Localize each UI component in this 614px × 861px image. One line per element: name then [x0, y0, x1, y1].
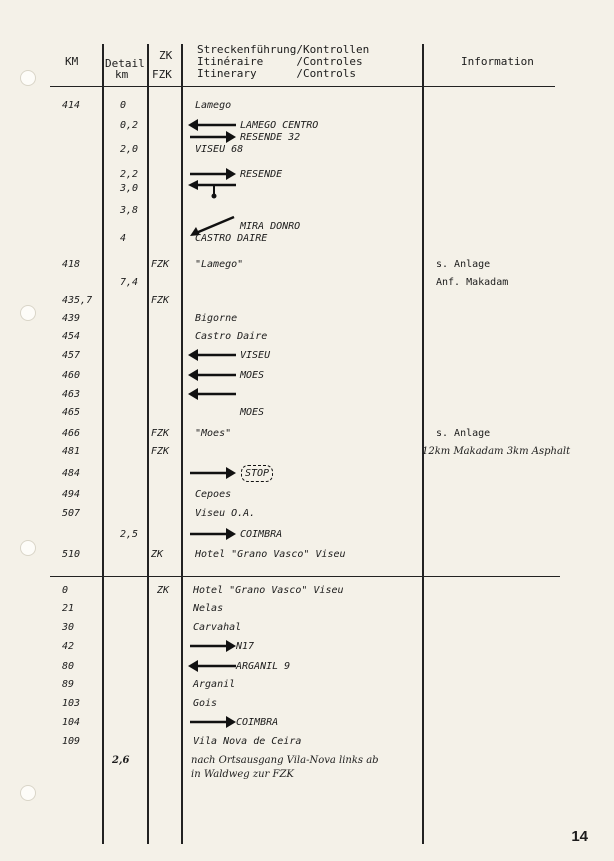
right-turn-arrow-icon	[188, 523, 238, 545]
detail-value: 2,2	[120, 169, 139, 180]
km-value: 439	[62, 313, 81, 324]
information-text: s. Anlage	[436, 259, 491, 270]
itinerary-text: MIRA DONRO	[240, 221, 301, 232]
km-value: 454	[62, 331, 81, 342]
km-value: 0	[62, 585, 69, 596]
left-turn-arrow-icon	[188, 177, 238, 199]
punch-hole	[20, 70, 36, 86]
information-text: Anf. Makadam	[436, 277, 509, 288]
left-turn-arrow-icon	[188, 344, 238, 366]
itinerary-text: "Moes"	[195, 428, 232, 439]
page-number: 14	[571, 828, 588, 845]
header-detail: Detail	[105, 57, 145, 70]
itinerary-text: Hotel "Grano Vasco" Viseu	[195, 549, 346, 560]
km-value: 21	[62, 603, 75, 614]
detail-value: 2,0	[120, 144, 139, 155]
handwritten-note: 12km Makadam 3km Asphalt	[422, 446, 571, 457]
handwritten-detail: 2,6	[112, 755, 130, 766]
itinerary-text: RESENDE	[240, 169, 283, 180]
itinerary-text: Vila Nova de Ceira	[193, 736, 302, 747]
section-rule	[50, 576, 560, 577]
column-rule	[181, 44, 183, 844]
column-rule	[102, 44, 104, 844]
itinerary-text: "Lamego"	[195, 259, 244, 270]
punch-hole	[20, 305, 36, 321]
control-value: FZK	[151, 446, 170, 457]
detail-value: 2,5	[120, 529, 139, 540]
detail-value: 0,2	[120, 120, 139, 131]
km-value: 465	[62, 407, 81, 418]
itinerary-text: VISEU 68	[195, 144, 244, 155]
header-km: KM	[65, 55, 79, 68]
km-value: 484	[62, 468, 81, 479]
km-value: 481	[62, 446, 81, 457]
header-zk: ZK	[159, 49, 173, 62]
detail-value: 3,0	[120, 183, 139, 194]
right-turn-arrow-icon	[188, 635, 238, 657]
left-turn-arrow-icon	[188, 655, 238, 677]
right-turn-arrow-icon	[188, 462, 238, 484]
information-text: s. Anlage	[436, 428, 491, 439]
km-value: 510	[62, 549, 81, 560]
header-itinerary-fr: Itinéraire /Controles	[197, 55, 363, 68]
itinerary-text: MOES	[240, 407, 265, 418]
itinerary-text: Arganil	[193, 679, 236, 690]
km-value: 103	[62, 698, 81, 709]
header-information: Information	[461, 55, 534, 68]
itinerary-text: RESENDE 32	[240, 132, 301, 143]
detail-value: 4	[120, 233, 127, 244]
itinerary-text: COIMBRA	[240, 529, 283, 540]
control-value: ZK	[151, 549, 164, 560]
km-value: 80	[62, 661, 75, 672]
km-value: 42	[62, 641, 75, 652]
control-value: ZK	[157, 585, 170, 596]
control-value: FZK	[151, 259, 170, 270]
column-rule	[422, 44, 424, 844]
itinerary-text: Carvahal	[193, 622, 242, 633]
header-itinerary-en: Itinerary /Controls	[197, 67, 356, 80]
punch-hole	[20, 540, 36, 556]
detail-value: 3,8	[120, 205, 139, 216]
itinerary-text: LAMEGO CENTRO	[240, 120, 319, 131]
control-value: FZK	[151, 428, 170, 439]
header-itinerary-de: Streckenführung/Kontrollen	[197, 43, 370, 56]
km-value: 104	[62, 717, 81, 728]
itinerary-text: VISEU	[240, 350, 271, 361]
itinerary-text: MOES	[240, 370, 265, 381]
km-value: 494	[62, 489, 81, 500]
control-value: FZK	[151, 295, 170, 306]
km-value: 463	[62, 389, 81, 400]
itinerary-text: Nelas	[193, 603, 224, 614]
km-value: 435,7	[62, 295, 93, 306]
itinerary-text: CASTRO DAIRE	[195, 233, 268, 244]
header-rule	[50, 86, 555, 87]
itinerary-text: N17	[236, 641, 255, 652]
detail-value: 0	[120, 100, 127, 111]
km-value: 109	[62, 736, 81, 747]
km-value: 414	[62, 100, 81, 111]
itinerary-text: ARGANIL 9	[236, 661, 291, 672]
column-rule	[147, 44, 149, 844]
itinerary-text: Lamego	[195, 100, 232, 111]
header-detail-unit: km	[115, 68, 129, 81]
itinerary-text: Hotel "Grano Vasco" Viseu	[193, 585, 344, 596]
handwritten-note: nach Ortsausgang Vila-Nova links ab	[191, 755, 379, 766]
left-turn-arrow-icon	[188, 383, 238, 405]
itinerary-text: Viseu O.A.	[195, 508, 256, 519]
itinerary-text: Gois	[193, 698, 218, 709]
km-value: 507	[62, 508, 81, 519]
detail-value: 7,4	[120, 277, 139, 288]
itinerary-text: Cepoes	[195, 489, 232, 500]
km-value: 457	[62, 350, 81, 361]
stop-sign-label: STOP	[241, 465, 273, 482]
itinerary-text: Castro Daire	[195, 331, 268, 342]
km-value: 466	[62, 428, 81, 439]
handwritten-note: in Waldweg zur FZK	[191, 769, 294, 780]
km-value: 460	[62, 370, 81, 381]
km-value: 89	[62, 679, 75, 690]
itinerary-text: Bigorne	[195, 313, 238, 324]
km-value: 418	[62, 259, 81, 270]
itinerary-text: COIMBRA	[236, 717, 279, 728]
header-fzk: FZK	[152, 68, 172, 81]
punch-hole	[20, 785, 36, 801]
right-turn-arrow-icon	[188, 711, 238, 733]
km-value: 30	[62, 622, 75, 633]
